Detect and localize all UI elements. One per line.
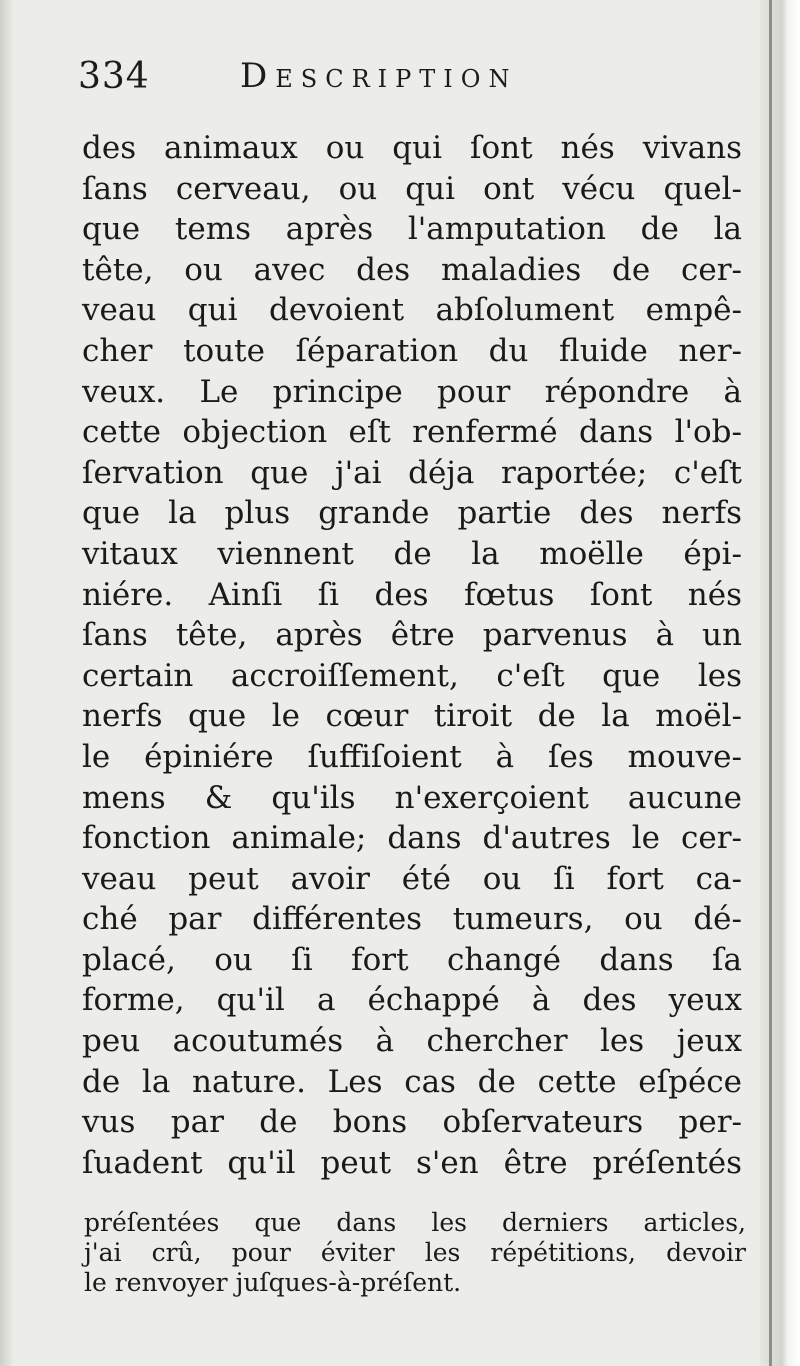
- footnote: [84, 1208, 746, 1298]
- text-line: forme, qu'il a échappé à des yeux: [82, 982, 742, 1019]
- text-line: peu acoutumés à chercher les jeux: [82, 1023, 742, 1060]
- text-line: des animaux ou qui ſont nés vivans: [82, 130, 742, 166]
- footnote-line: préſentées que dans les derniers articles,: [84, 1208, 746, 1237]
- text-line: de la nature. Les cas de cette eſpéce: [82, 1063, 742, 1100]
- footnote-line: j'ai crû, pour éviter les répétitions, devoir: [84, 1238, 746, 1267]
- text-line: placé, ou ſi fort changé dans ſa: [82, 941, 742, 978]
- text-line: ſuadent qu'il peut s'en être préſentés: [82, 1144, 742, 1181]
- text-line: tête, ou avec des maladies de cer-: [82, 251, 742, 288]
- page-number: 334: [78, 56, 150, 97]
- footnote-line: le renvoyer juſques-à-préſent.: [84, 1268, 462, 1297]
- page-edge: [760, 0, 800, 1366]
- text-line: vitaux viennent de la moëlle épi-: [82, 535, 742, 572]
- running-title: Description: [240, 56, 518, 96]
- page-edge-line: [769, 0, 772, 1366]
- text-line: vus par de bons obſervateurs per-: [82, 1104, 742, 1141]
- text-line: que tems après l'amputation de la: [82, 211, 742, 248]
- running-head: [78, 52, 718, 102]
- text-line: cette objection eſt renfermé dans l'ob-: [82, 414, 742, 451]
- text-line: ſans tête, après être parvenus à un: [82, 617, 742, 654]
- text-line: veau qui devoient abſolument empê-: [82, 292, 742, 329]
- text-line: certain accroiſſement, c'eſt que les: [82, 657, 742, 694]
- text-line: ché par différentes tumeurs, ou dé-: [82, 901, 742, 938]
- text-line: cher toute ſéparation du fluide ner-: [82, 332, 742, 369]
- text-line: nerfs que le cœur tiroit de la moël-: [82, 698, 742, 735]
- body-text: [82, 128, 742, 1183]
- text-line: que la plus grande partie des nerfs: [82, 495, 742, 532]
- text-line: fonction animale; dans d'autres le cer-: [82, 820, 742, 857]
- text-line: niére. Ainſi ſi des fœtus ſont nés: [82, 576, 742, 613]
- text-line: veux. Le principe pour répondre à: [82, 373, 742, 410]
- text-line: mens & qu'ils n'exerçoient aucune: [82, 779, 742, 816]
- text-line: le épiniére ſuffiſoient à ſes mouve-: [82, 738, 742, 775]
- text-line: ſervation que j'ai déja raportée; c'eſt: [82, 454, 742, 491]
- binding-shadow: [0, 0, 14, 1366]
- text-line: veau peut avoir été ou ſi fort ca-: [82, 860, 742, 897]
- text-line: ſans cerveau, ou qui ont vécu quel-: [82, 170, 742, 207]
